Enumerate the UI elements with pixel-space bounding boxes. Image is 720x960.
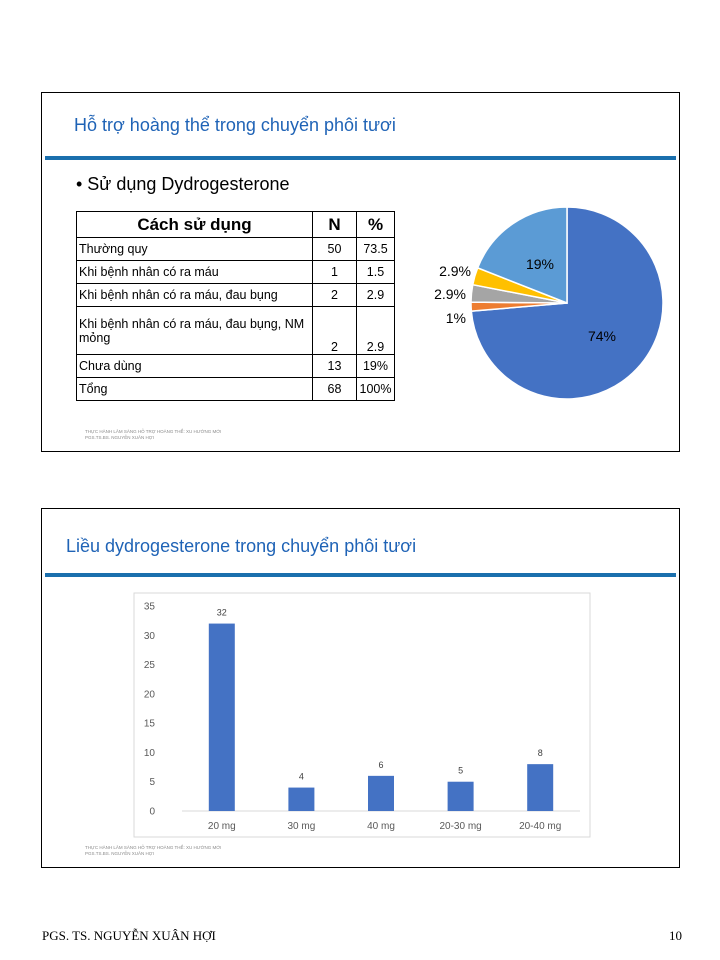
bar-data-label: 4 (298, 771, 304, 782)
x-tick-label: 20-30 mg (439, 821, 482, 832)
slide-title: Liều dydrogesterone trong chuyển phôi tươi (66, 536, 417, 556)
y-tick-label: 15 (143, 718, 155, 730)
row-n: 13 (313, 355, 357, 378)
row-label: Khi bệnh nhân có ra máu (77, 261, 313, 284)
y-tick-label: 5 (149, 777, 155, 789)
footnote-line: THỰC HÀNH LÂM SÀNG HỖ TRỢ HOÀNG THỂ: XU HƯỚNG MỚI (85, 845, 222, 850)
bar (288, 788, 314, 811)
row-percent: 1.5 (357, 261, 395, 284)
footnote-line: THỰC HÀNH LÂM SÀNG HỖ TRỢ HOÀNG THỂ: XU HƯỚNG MỚI (85, 429, 222, 434)
slide-dosage (41, 508, 680, 868)
bar (527, 764, 553, 811)
bar (368, 776, 394, 811)
row-label: Chưa dùng (77, 355, 313, 378)
header-percent: % (357, 212, 395, 238)
x-tick-label: 20-40 mg (519, 821, 562, 832)
pie-chart (42, 93, 679, 451)
header-usage: Cách sử dụng (77, 212, 313, 238)
y-tick-label: 35 (143, 601, 155, 613)
row-label: Khi bệnh nhân có ra máu, đau bụng, NM mỏng (77, 307, 313, 355)
row-percent: 2.9 (357, 284, 395, 307)
bar-chart (42, 509, 679, 867)
x-tick-label: 40 mg (367, 821, 395, 832)
page-author: PGS. TS. NGUYỄN XUÂN HỢI (42, 928, 216, 943)
footnote-line: PGS.TS.BS. NGUYỄN XUÂN HỢI (85, 435, 154, 440)
page-number: 10 (669, 928, 682, 943)
slide-footnote (85, 429, 221, 441)
y-tick-label: 25 (143, 660, 155, 672)
bar-data-label: 5 (458, 765, 464, 776)
footnote-line: PGS.TS.BS. NGUYỄN XUÂN HỢI (85, 851, 154, 856)
slide-luteal-support (41, 92, 680, 452)
bar-data-label: 6 (378, 759, 384, 770)
row-label: Thường quy (77, 238, 313, 261)
row-percent: 100% (357, 378, 395, 401)
bar-data-label: 32 (216, 607, 227, 618)
y-tick-label: 0 (149, 806, 155, 818)
x-tick-label: 20 mg (207, 821, 236, 832)
pie-slice-label: 2.9% (434, 286, 466, 302)
header-n: N (313, 212, 357, 238)
slide-footnote (85, 845, 221, 857)
pie-slice-label: 2.9% (439, 263, 471, 279)
y-tick-label: 30 (143, 630, 155, 642)
chart-frame (134, 593, 590, 837)
pie-slice-label: 74% (587, 328, 617, 344)
row-n: 2 (313, 284, 357, 307)
row-n: 50 (313, 238, 357, 261)
bar-data-label: 8 (537, 748, 543, 759)
y-tick-label: 10 (143, 747, 155, 759)
bullet-point: • Sử dụng Dydrogesterone (76, 174, 290, 194)
bar (448, 782, 474, 811)
row-percent: 2.9 (357, 307, 395, 355)
row-n: 68 (313, 378, 357, 401)
x-tick-label: 30 mg (287, 821, 316, 832)
slide-title: Hỗ trợ hoàng thể trong chuyển phôi tươi (74, 115, 396, 135)
row-label: Khi bệnh nhân có ra máu, đau bụng (77, 284, 313, 307)
row-label: Tổng (77, 378, 313, 401)
pie-slice-label: 1% (445, 310, 466, 326)
row-percent: 73.5 (357, 238, 395, 261)
y-tick-label: 20 (143, 689, 155, 701)
row-percent: 19% (357, 355, 395, 378)
row-n: 1 (313, 261, 357, 284)
pie-slice-label: 19% (525, 256, 555, 272)
bar (209, 624, 235, 811)
row-n: 2 (313, 307, 357, 355)
